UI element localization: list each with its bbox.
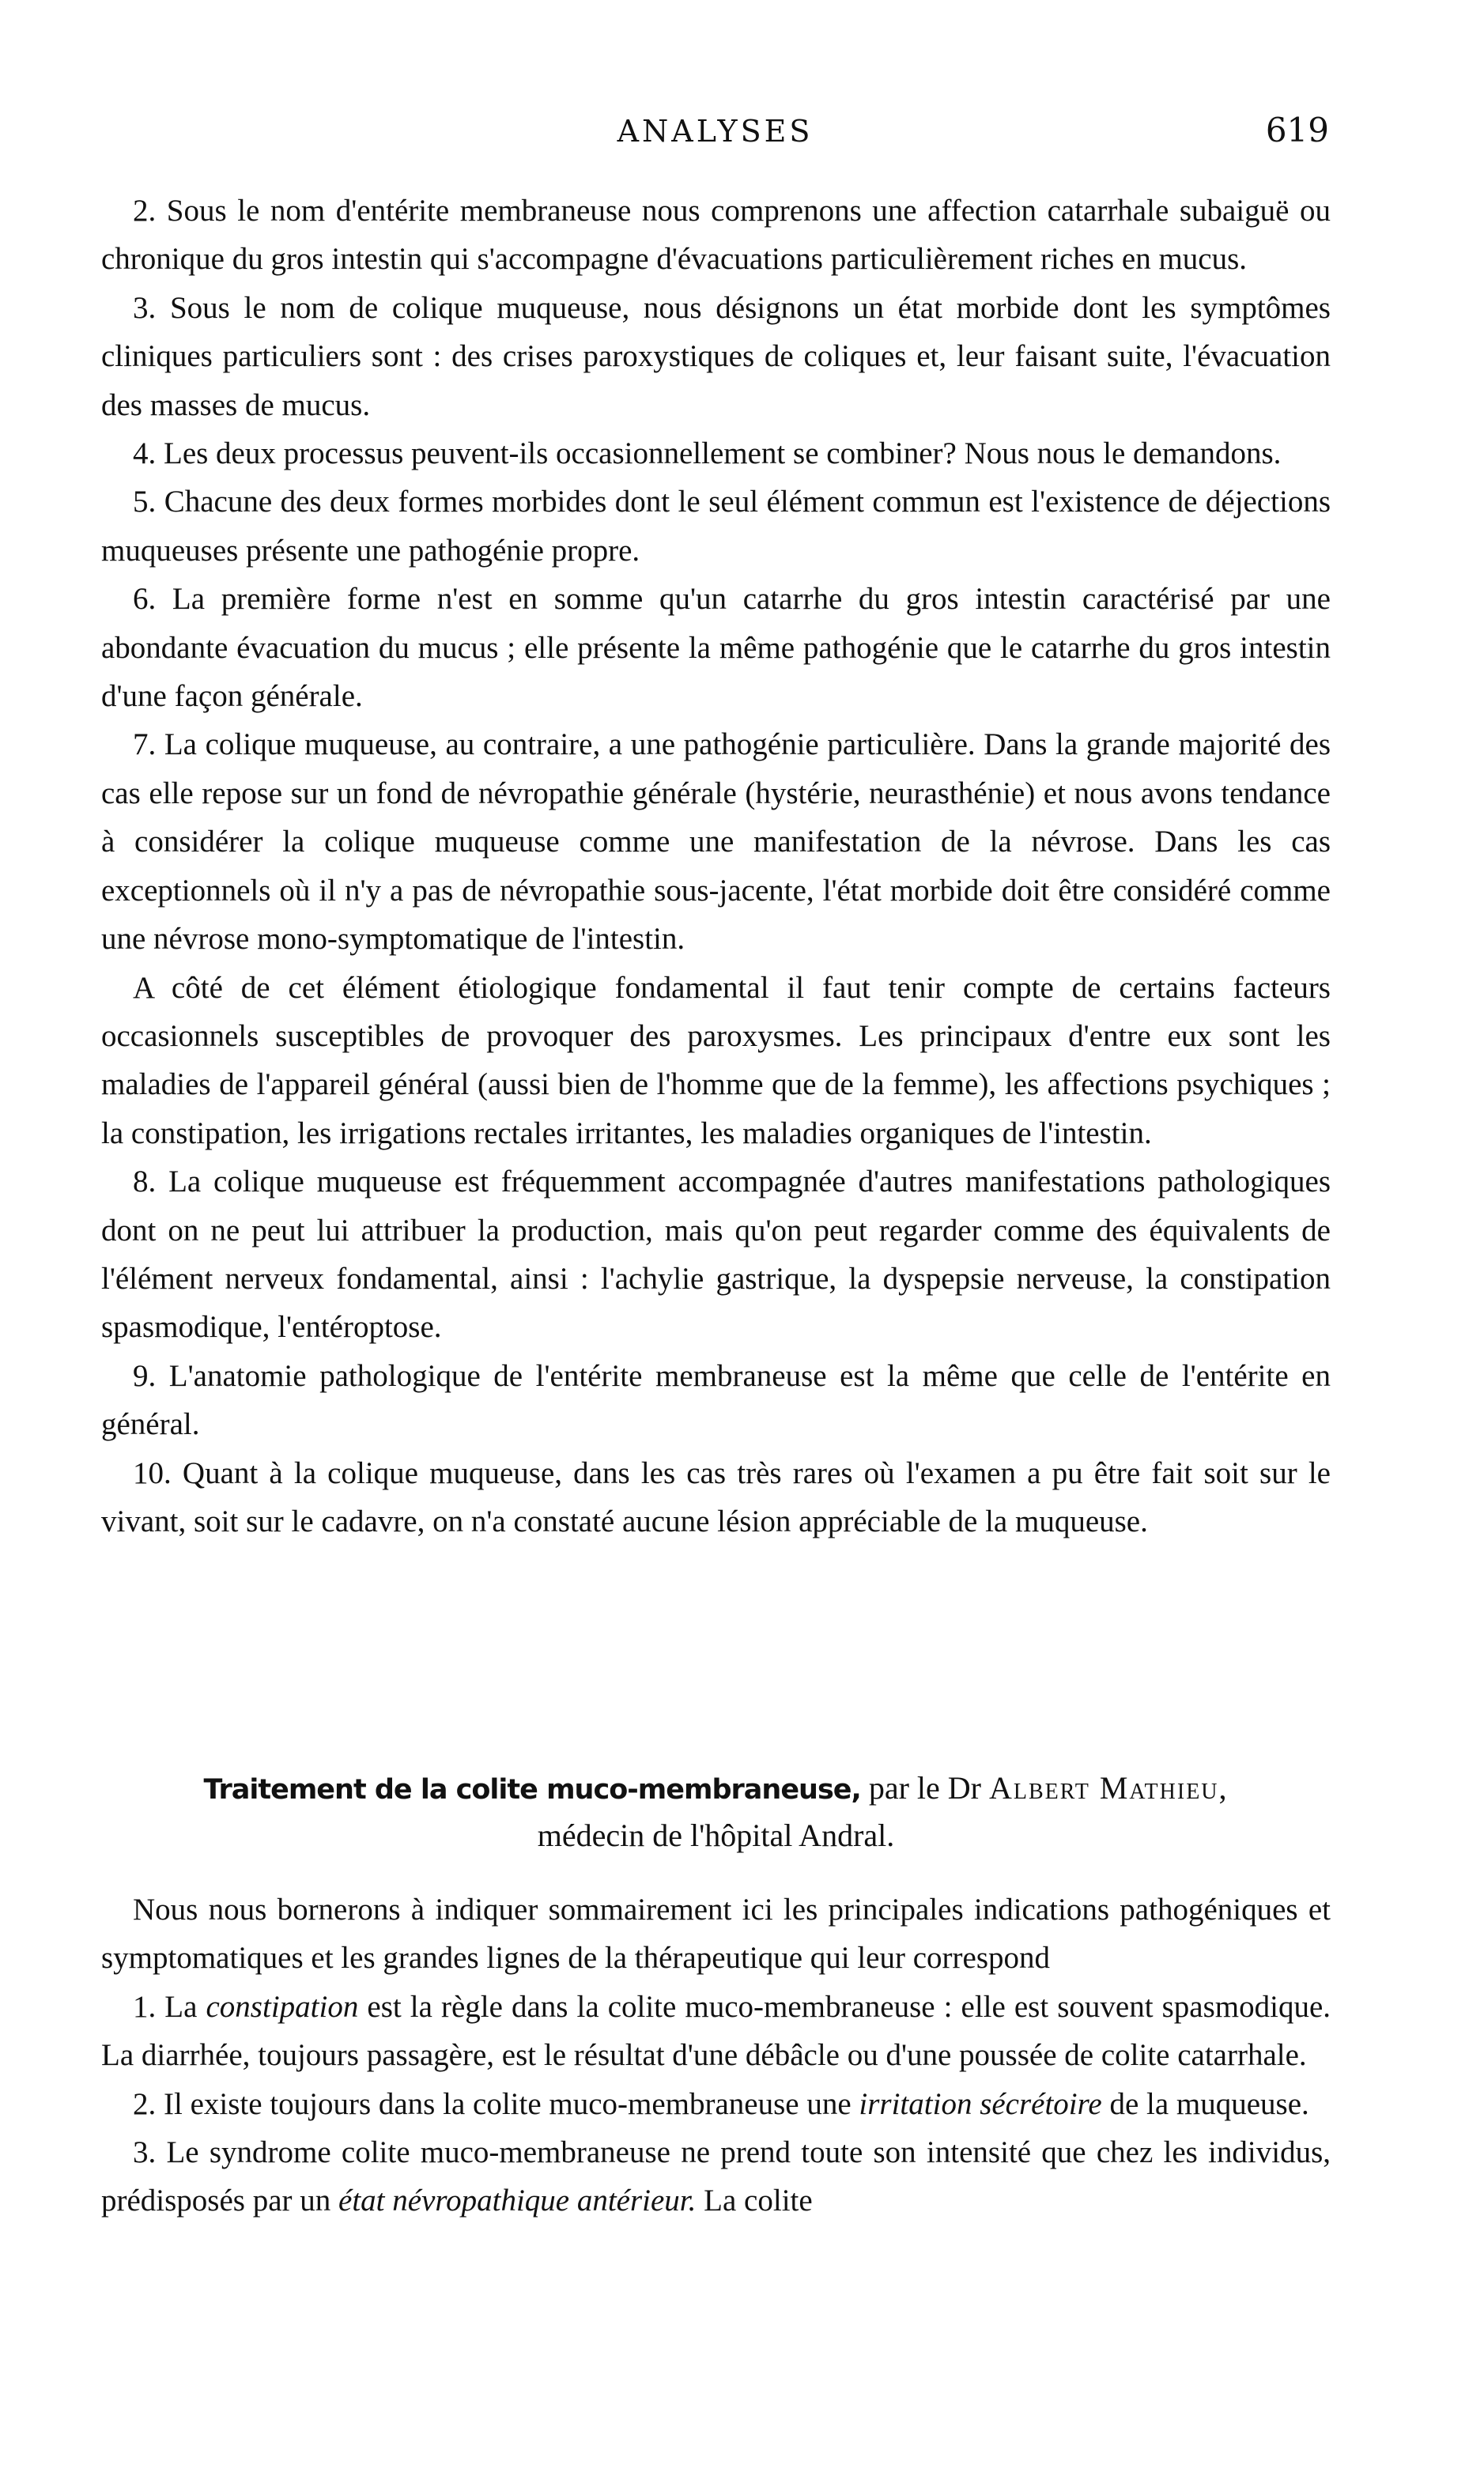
- paragraph-8: 8. La colique muqueuse est fréquemment accompagnée d'autres manifestations pathologiques dont on ne peut lui attribuer la production, mais qu'on peut regarder comme des équivalents de l'élément nerveux fondamental, ainsi : l'achylie gastrique, la dyspepsie nerveuse, la constipation spasmodique, l'entéroptose.: [101, 1165, 1331, 1345]
- treatment-point-3: [101, 2128, 1331, 2225]
- byline-prefix: par le Dr: [868, 1770, 981, 1806]
- text-run: 2. Il existe toujours dans la colite muco-membraneuse une: [133, 2086, 859, 2121]
- article-heading: [101, 1765, 1331, 1859]
- section-treatment: [101, 1886, 1331, 2225]
- emphasis: état névropathique antérieur.: [338, 2184, 697, 2218]
- author-affiliation: médecin de l'hôpital Andral.: [537, 1818, 895, 1853]
- text-run: La colite: [696, 2184, 813, 2218]
- paragraph-6: 6. La première forme n'est en somme qu'un catarrhe du gros intestin caractérisé par une abondante évacuation du mucus ; elle présente la même pathogénie que le catarrhe du gros intestin d'une façon générale.: [101, 582, 1331, 714]
- treatment-intro: Nous nous bornerons à indiquer sommairement ici les principales indications pathogéniques et symptomatiques et les grandes lignes de la thérapeutique qui leur correspond: [101, 1893, 1331, 1976]
- paragraph-10: 10. Quant à la colique muqueuse, dans les cas très rares où l'examen a pu être fait soit sur le vivant, soit sur le cadavre, on n'a constaté aucune lésion appréciable de la muqueuse.: [101, 1455, 1331, 1538]
- section-conclusions: [101, 187, 1331, 1546]
- paragraph-2: 2. Sous le nom d'entérite membraneuse nous comprenons une affection catarrhale subaiguë ou chronique du gros intestin qui s'accompagne d'évacuations particulièrement riches en mucus.: [101, 194, 1331, 277]
- text-run: de la muqueuse.: [1101, 2086, 1309, 2121]
- paragraph-5: 5. Chacune des deux formes morbides dont le seul élément commun est l'existence de déjections muqueuses présente une pathogénie propre.: [101, 485, 1331, 568]
- page-header: [101, 111, 1329, 161]
- paragraph-7: 7. La colique muqueuse, au contraire, a une pathogénie particulière. Dans la grande majorité des cas elle repose sur un fond de névropathie générale (hystérie, neurasthénie) et nous avons tendance à considérer la colique muqueuse comme une manifestation de la névrose. Dans les cas exceptionnels où il n'y a pas de névropathie sous-jacente, l'état morbide doit être considéré comme une névrose mono-symptomatique de l'intestin.: [101, 727, 1331, 957]
- article-title: Traitement de la colite muco-membraneuse,: [203, 1774, 861, 1806]
- paragraph-7-continued: A côté de cet élément étiologique fondamental il faut tenir compte de certains facteurs occasionnels susceptibles de provoquer des paroxysmes. Les principaux d'entre eux sont les maladies de l'appareil général (aussi bien de l'homme que de la femme), les affections psychiques ; la constipation, les irrigations rectales irritantes, les maladies organiques de l'intestin.: [101, 970, 1331, 1150]
- paragraph-4: 4. Les deux processus peuvent-ils occasionnellement se combiner? Nous nous le demandons.: [133, 436, 1282, 471]
- treatment-point-1: [101, 1983, 1331, 2080]
- emphasis: constipation: [206, 1989, 359, 2024]
- paragraph-3: 3. Sous le nom de colique muqueuse, nous désignons un état morbide dont les symptômes cliniques particuliers sont : des crises paroxystiques de coliques et, leur faisant suite, l'évacuation des masses de mucus.: [101, 290, 1331, 422]
- text-run: est la règle dans la colite muco-membraneuse : elle est souvent spasmodique. La diarrhée, toujours passagère, est le résultat d'une débâcle ou d'une poussée de colite catarrhale.: [101, 1989, 1331, 2073]
- author-name: Albert Mathieu,: [989, 1770, 1229, 1806]
- treatment-point-2: [101, 2080, 1331, 2128]
- paragraph-9: 9. L'anatomie pathologique de l'entérite membraneuse est la même que celle de l'entérite en général.: [101, 1358, 1331, 1442]
- text-run: 1. La: [133, 1989, 206, 2024]
- page-number: 619: [1265, 111, 1329, 149]
- running-head: ANALYSES: [617, 114, 814, 149]
- emphasis: irritation sécrétoire: [859, 2086, 1102, 2121]
- text-run: 3. Le syndrome colite muco-membraneuse ne prend toute son intensité que chez les individus, prédisposés par un: [101, 2135, 1331, 2218]
